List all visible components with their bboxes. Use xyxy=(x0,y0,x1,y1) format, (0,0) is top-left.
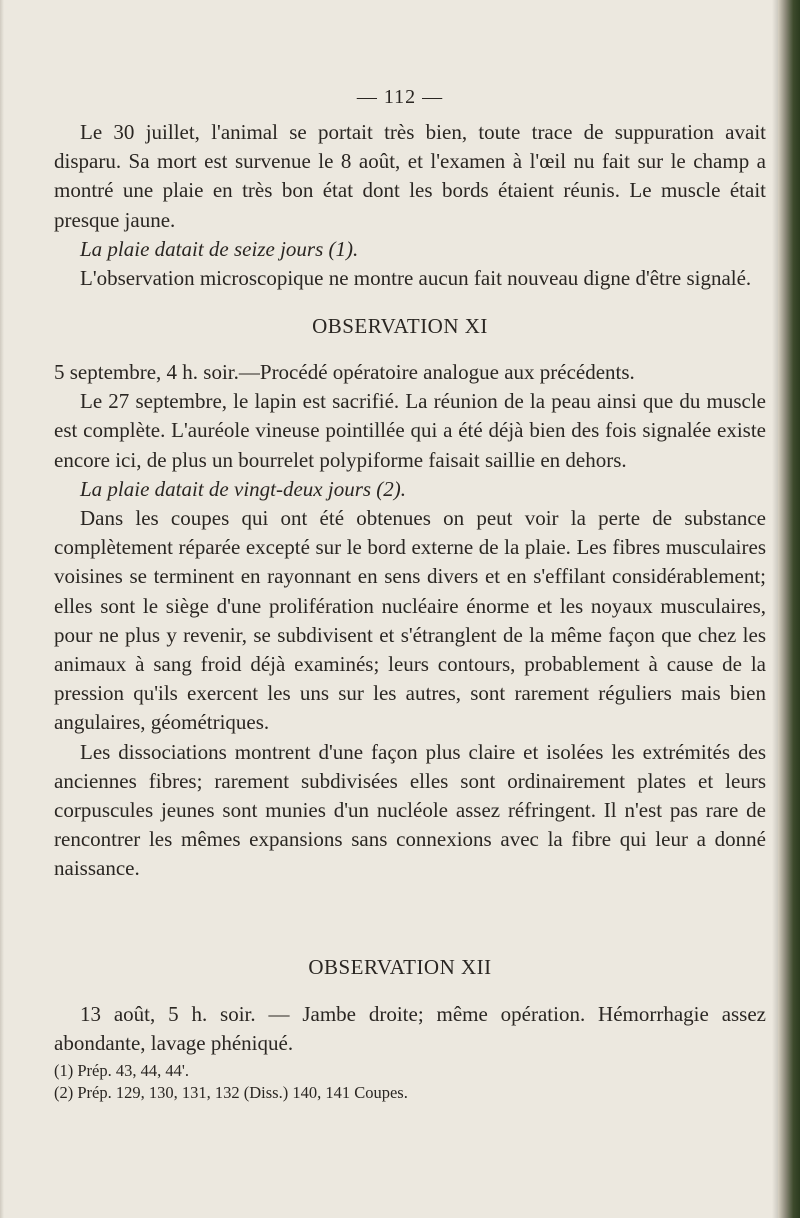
obs11-paragraph-1: 5 septembre, 4 h. soir.—Procédé opératoire analogue aux précédents. xyxy=(54,360,635,384)
intro-paragraph-3: L'observation microscopique ne montre aucun fait nouveau digne d'être signalé. xyxy=(80,266,752,291)
intro-paragraph-1: Le 30 juillet, l'animal se portait très bien, toute trace de suppuration avait disparu. Sa mort est survenue le 8 août, et l'examen à l'œil nu fait sur le champ a montré une plaie en très bon état dont les bords étaient réunis. Le muscle était presque jaune. xyxy=(54,120,766,232)
page-number: — 112 — xyxy=(356,86,444,108)
footnote-2: (2) Prép. 129, 130, 131, 132 (Diss.) 140, 141 Coupes. xyxy=(54,1083,408,1102)
observation-xii-section xyxy=(54,1000,766,1058)
intro-paragraph-2: La plaie datait de seize jours (1). xyxy=(80,236,359,261)
footnotes xyxy=(54,1060,766,1104)
obs11-paragraph-3: La plaie datait de vingt-deux jours (2). xyxy=(80,476,407,501)
intro-section xyxy=(54,118,766,293)
obs12-paragraph-1: 13 août, 5 h. soir. — Jambe droite; même opération. Hémorrhagie assez abondante, lavage phéniqué. xyxy=(54,1002,766,1056)
obs11-paragraph-5: Les dissociations montrent d'une façon plus claire et isolées les extrémités des anciennes fibres; rarement subdivisées elles sont ordinairement plates et leurs corpuscules jeunes sont munies d'un nucléole assez réfringent. Il n'est pas rare de rencontrer les mêmes expansions sans connexions avec la fibre qui leur a donné naissance. xyxy=(54,739,766,881)
book-binding xyxy=(778,0,800,1218)
obs11-paragraph-4: Dans les coupes qui ont été obtenues on peut voir la perte de substance complètement réparée excepté sur le bord externe de la plaie. Les fibres musculaires voisines se terminent en rayonnant en sens divers et en s'effilant considérablement; elles sont le siège d'une prolifération nucléaire énorme et les noyaux musculaires, pour ne plus y revenir, se subdivisent et s'étranglent de la même façon que chez les animaux à sang froid déjà examinés; leurs contours, probablement à cause de la pression qu'ils exercent les uns sur les autres, sont rarement réguliers mais bien angulaires, géométriques. xyxy=(54,506,766,735)
page-left-edge xyxy=(0,0,4,1218)
observation-xi-heading: OBSERVATION XI xyxy=(312,314,488,338)
footnote-1: (1) Prép. 43, 44, 44'. xyxy=(54,1061,189,1080)
observation-xi-section xyxy=(54,358,766,884)
obs11-paragraph-2: Le 27 septembre, le lapin est sacrifié. La réunion de la peau ainsi que du muscle est complète. L'auréole vineuse pointillée qui a été déjà bien des fois signalée existe encore ici, de plus un bourrelet polypiforme faisait saillie en dehors. xyxy=(54,389,766,472)
observation-xii-heading: OBSERVATION XII xyxy=(308,955,492,979)
